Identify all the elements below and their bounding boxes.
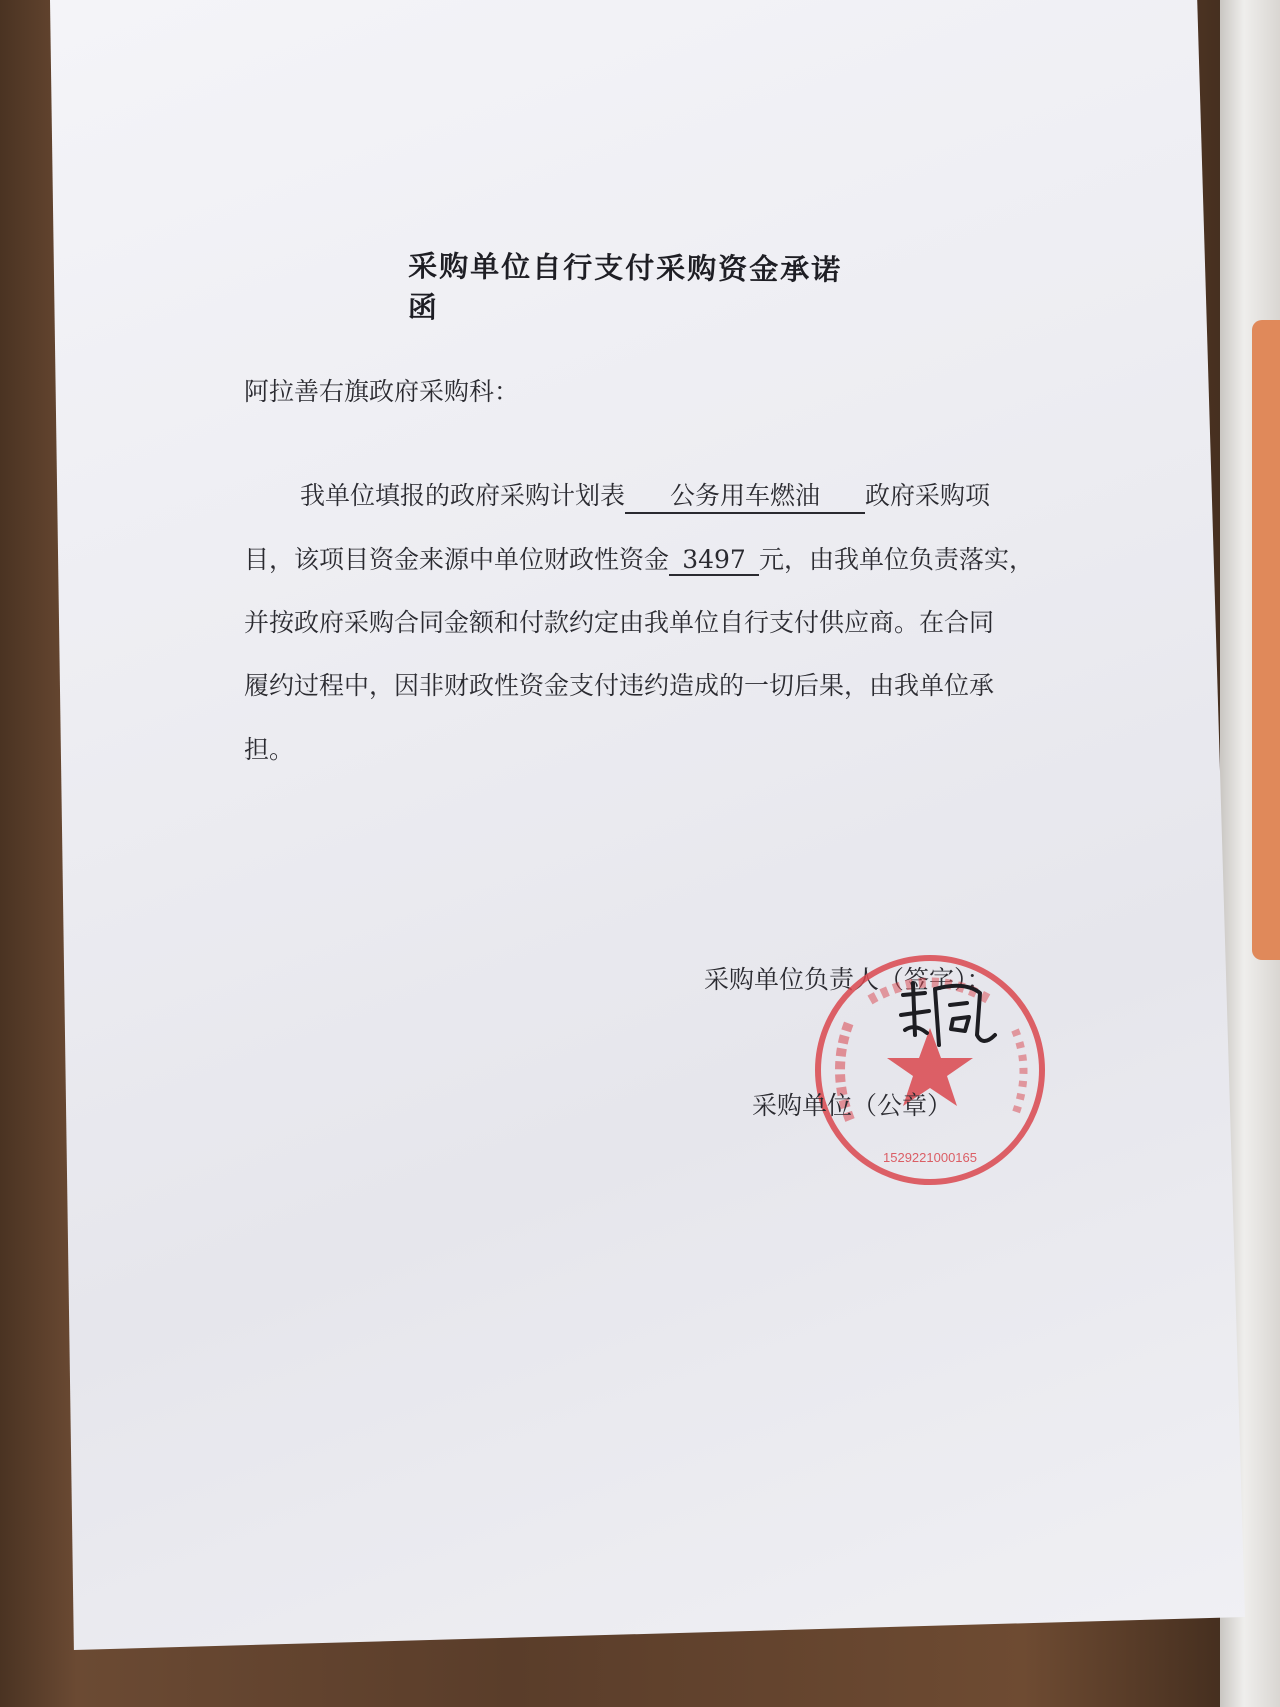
body-line-4: 履约过程中，因非财政性资金支付违约造成的一切后果，由我单位承 [244, 671, 995, 700]
handwritten-signature [895, 975, 1015, 1055]
salutation: 阿拉善右旗政府采购科： [244, 377, 520, 406]
signature-label: 采购单位负责人（签字）： [704, 965, 992, 994]
project-name-field: 公务用车燃油 [625, 476, 865, 514]
line2-suffix: 元，由我单位负责落实， [759, 545, 1035, 574]
body-line-1 [300, 476, 990, 514]
document-title: 采购单位自行支付采购资金承诺函 [407, 248, 843, 325]
line2-prefix: 目，该项目资金来源中单位财政性资金 [244, 545, 670, 574]
body-line-3: 并按政府采购合同金额和付款约定由我单位自行支付供应商。在合同 [244, 608, 995, 637]
stamp-number: 1529221000165 [883, 1150, 977, 1165]
orange-folder-edge [1252, 320, 1280, 960]
body-line-2 [244, 540, 1034, 576]
seal-label: 采购单位（公章） [752, 1091, 953, 1120]
body-line-5: 担。 [244, 735, 295, 764]
amount-field: 3497 [669, 545, 759, 576]
line1-prefix: 我单位填报的政府采购计划表 [300, 481, 626, 510]
line1-suffix: 政府采购项 [865, 481, 991, 510]
